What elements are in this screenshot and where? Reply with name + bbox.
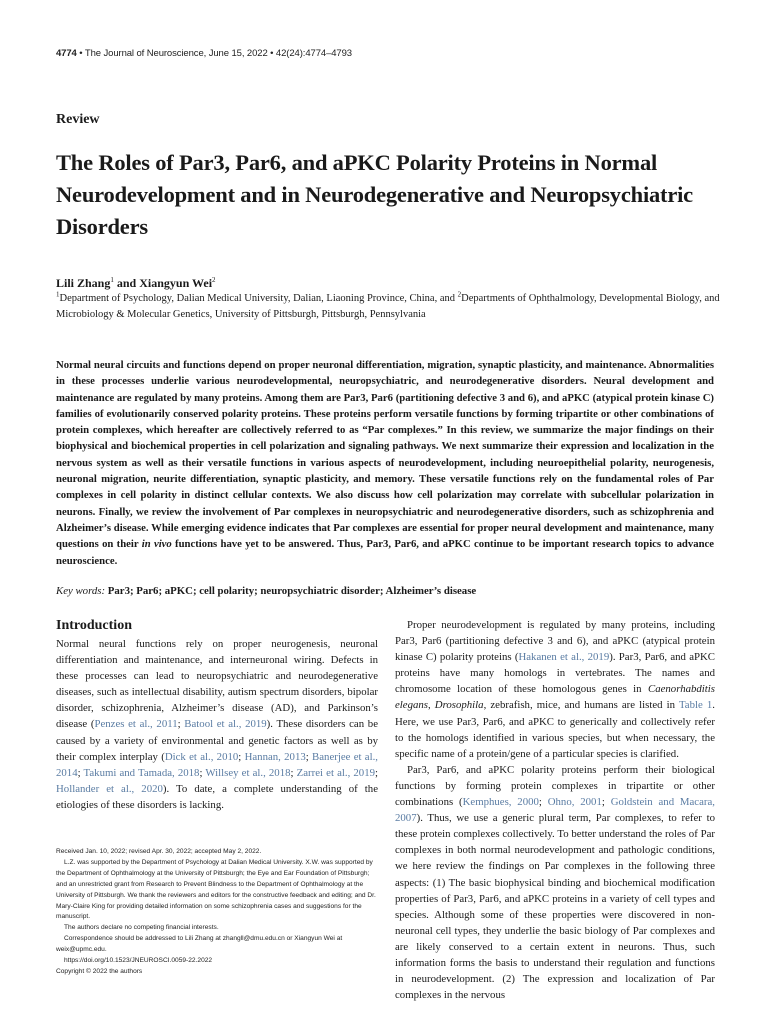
received-dates: Received Jan. 10, 2022; revised Apr. 30, 2022; accepted May 2, 2022. bbox=[56, 848, 262, 855]
affiliation-marker: 2 bbox=[457, 290, 462, 299]
competing-interests: The authors declare no competing financial interests. bbox=[64, 924, 219, 932]
keywords bbox=[56, 585, 726, 597]
doi-link[interactable]: https://doi.org/10.1523/JNEUROSCI.0059-22.2022 bbox=[64, 957, 213, 965]
text-run: ; bbox=[601, 796, 611, 809]
citation-link[interactable]: Willsey et al., 2018 bbox=[205, 766, 291, 779]
text-run: ). Par3, Par6, and aPKC proteins have many homologs in vertebrates. The names and chromosome location of these homologous genes in bbox=[395, 651, 715, 696]
text-run: , bbox=[427, 699, 435, 712]
abstract bbox=[56, 357, 714, 569]
section-label: Review bbox=[56, 112, 100, 127]
keywords-label: Key words: bbox=[56, 585, 106, 597]
citation-link[interactable]: Dick et al., 2010 bbox=[164, 750, 239, 763]
introduction-paragraph bbox=[56, 636, 378, 813]
citation-link[interactable]: Batool et al., 2019 bbox=[184, 718, 267, 731]
citation-link[interactable]: Zarrei et al., 2019 bbox=[296, 766, 375, 779]
affiliation-marker: 2 bbox=[212, 276, 216, 284]
citation-link[interactable]: Hakanen et al., 2019 bbox=[518, 651, 610, 664]
page-number: 4774 bbox=[56, 48, 77, 59]
citation-link[interactable]: Takumi and Tamada, 2018 bbox=[83, 766, 200, 779]
journal-citation: • The Journal of Neuroscience, June 15, 2022 • 42(24):4774–4793 bbox=[79, 48, 352, 59]
affiliation-text: Departments of Ophthalmology, Developmental Biology, and Microbiology & Molecular Genetics, University of Pittsburgh, Pittsburgh, Pennsylvania bbox=[56, 293, 720, 320]
citation-link[interactable]: Hannan, 2013 bbox=[244, 750, 306, 763]
running-head bbox=[56, 48, 352, 59]
citation-link[interactable]: Penzes et al., 2011 bbox=[94, 718, 178, 731]
text-run: . Here, we use Par3, Par6, and aPKC to generically and collectively refer to the homologs identified in various species, but when necessary, the specific name of a protein/gene of a particular species is clarified. bbox=[395, 699, 715, 760]
text-run: ; bbox=[177, 718, 185, 731]
copyright-note: Copyright © 2022 the authors bbox=[56, 967, 143, 975]
abstract-italic: in vivo bbox=[141, 538, 172, 551]
affiliation-marker: 1 bbox=[110, 276, 114, 284]
citation-link[interactable]: Ohno, 2001 bbox=[547, 796, 602, 809]
article-title: The Roles of Par3, Par6, and aPKC Polarity Proteins in Normal Neurodevelopment and in Neurodegenerative and Neuropsychiatric Disorders bbox=[56, 150, 693, 239]
text-run: Proper neurodevelopment is regulated by many proteins, including Par3, Par6 (partitioning defective 3 and 6), and aPKC (atypical protein kinase C) polarity proteins ( bbox=[395, 619, 715, 664]
body-paragraph bbox=[395, 617, 715, 762]
text-run: ; bbox=[290, 766, 297, 779]
correspondence-note: Correspondence should be addressed to Lili Zhang at zhangll@dmu.edu.cn or Xiangyun Wei at weix@upmc.edu. bbox=[56, 935, 343, 954]
text-run: ). Thus, we use a generic plural term, Par complexes, to refer to these protein complexes collectively. To better understand the roles of Par complexes in both normal neurodevelopment and pathologic conditions, we here review the findings on Par complexes in the following three aspects: (1) The basic biophysical binding and biochemical modification properties of Par3, Par6, and aPKC proteins in a variety of cell types and species. Although some of these properties were discovered in non-neuronal cell types, they underlie the basic biology of Par complexes and are likely conserved to a certain extent in neurons. Thus, such information forms the basis to understand their regulation and functions in neurodevelopment. (2) The expression and localization of Par complexes in the nervous bbox=[395, 812, 715, 1002]
body-paragraph bbox=[395, 762, 715, 1003]
author-list bbox=[56, 276, 216, 291]
right-column bbox=[395, 617, 715, 1003]
text-run: ; bbox=[238, 750, 245, 763]
text-run: ; bbox=[375, 766, 378, 779]
text-run: ; bbox=[538, 796, 548, 809]
citation-link[interactable]: Hollander et al., 2020 bbox=[56, 782, 163, 795]
author-name: Xiangyun Wei bbox=[139, 276, 213, 290]
text-run: ; bbox=[305, 750, 313, 763]
left-column bbox=[56, 617, 378, 813]
funding-note: L.Z. was supported by the Department of Psychology at Dalian Medical University. X.W. was supported by the Department of Ophthalmology at the University of Pittsburgh; the Eye and Ear Foundation of Pittsburgh; and an unrestricted grant from Research to Prevent Blindness to the Department of Ophthalmology at the University of Pittsburgh. We thank the reviewers and editors for the constructive feedback and editing; and Dr. Mary-Claire King for providing detailed information on some schizophrenia cases and suggestions for the manuscript. bbox=[56, 858, 376, 921]
text-run: ). These disorders can be caused by a variety of environmental and genetic factors as well as by their complex interplay ( bbox=[56, 718, 378, 763]
affiliation-text: Department of Psychology, Dalian Medical University, Dalian, Liaoning Province, China, and bbox=[59, 293, 458, 304]
author-connector: and bbox=[113, 276, 140, 290]
citation-link[interactable]: Kemphues, 2000 bbox=[462, 796, 539, 809]
text-run: , zebrafish, mice, and humans are listed in bbox=[483, 699, 679, 712]
author-name: Lili Zhang bbox=[56, 276, 111, 290]
citation-link[interactable]: Banerjee et al., 2014 bbox=[56, 750, 378, 779]
keywords-terms: Par3; Par6; aPKC; cell polarity; neuropsychiatric disorder; Alzheimer’s disease bbox=[105, 585, 477, 597]
text-run: ; bbox=[199, 766, 206, 779]
text-run: Normal neural functions rely on proper neurogenesis, neuronal differentiation and maintenance, and interneuronal wiring. Defects in these processes can lead to neuropsychiatric and neurodegenerative diseases, such as intellectual disability, autism spectrum disorders, bipolar disorder, schizophrenia, Alzheimer’s disease (AD), and Parkinson’s disease ( bbox=[56, 638, 378, 731]
text-run: ). To date, a complete understanding of the etiologies of these disorders is lacking. bbox=[56, 782, 378, 811]
abstract-text: Normal neural circuits and functions depend on proper neuronal differentiation, migration, synaptic plasticity, and maintenance. Abnormalities in these processes underlie various neurodevelopmental, neuropsychiatric, and neurodegenerative disorders. Neural development and maintenance are regulated by many proteins. Among them are Par3, Par6 (partitioning defective 3 and 6), and aPKC (atypical protein kinase C) families of evolutionarily conserved polarity proteins. These proteins perform versatile functions by forming tripartite or other combinations of protein complexes, which hereafter are collectively referred to as “Par complexes.” In this review, we summarize the major findings on their biophysical and biochemical properties in cell polarization and signaling pathways. We next summarize their expression and localization in the nervous system as well as their versatile functions in various aspects of neurodevelopment, including neuroepithelial polarity, neurogenesis, neuronal migration, neurite differentiation, synaptic plasticity, and memory. These versatile functions rely on the fundamental roles of Par complexes in cell polarity in distinct cellular contexts. We also discuss how cell polarization may correlate with subcellular polarization in neurons. Finally, we review the involvement of Par complexes in neuropsychiatric and neurodegenerative disorders, such as schizophrenia and Alzheimer’s disease. While emerging evidence indicates that Par complexes are essential for proper neural development and maintenance, many questions on their bbox=[56, 359, 714, 551]
text-run: ; bbox=[77, 766, 84, 779]
affiliations bbox=[56, 291, 726, 323]
affiliation-marker: 1 bbox=[56, 290, 60, 299]
table-link[interactable]: Table 1 bbox=[678, 699, 713, 712]
citation-link[interactable]: Goldstein and Macara, 2007 bbox=[395, 796, 715, 825]
introduction-heading: Introduction bbox=[56, 618, 132, 633]
species-name: Drosophila bbox=[434, 699, 484, 712]
footnotes bbox=[56, 847, 376, 978]
abstract-text: functions have yet to be answered. Thus, Par3, Par6, and aPKC continue to be important research topics to advance neuroscience. bbox=[56, 538, 714, 567]
species-name: Caenorhabditis elegans bbox=[395, 683, 715, 712]
text-run: Par3, Par6, and aPKC polarity proteins perform their biological functions by forming protein complexes in tripartite or other combinations ( bbox=[395, 763, 715, 809]
